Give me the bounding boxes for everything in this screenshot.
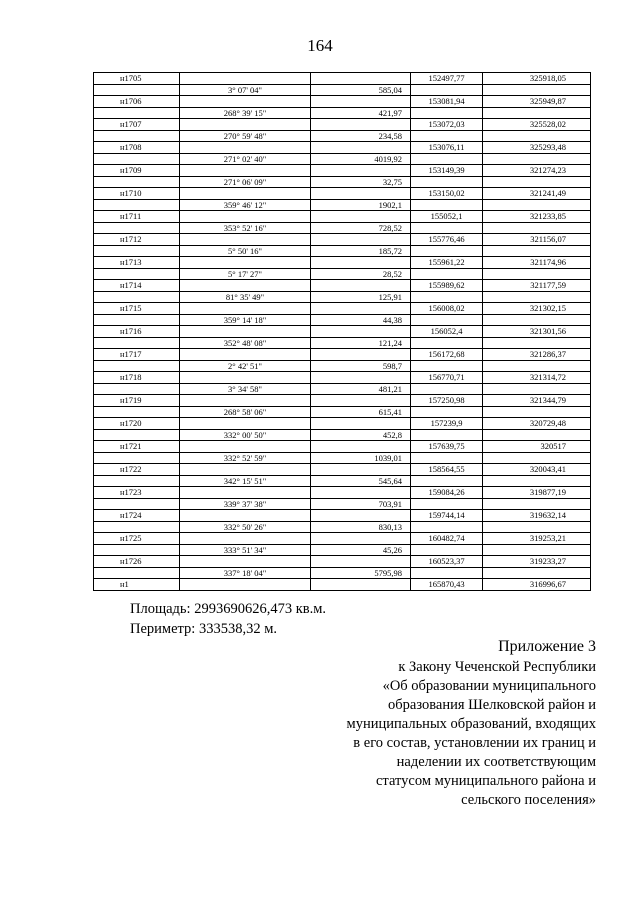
point-row [94,441,591,453]
point-id-cell [94,337,180,349]
angle-cell: 2° 42' 51" [180,360,311,372]
angle-cell: 3° 34' 58" [180,383,311,395]
x-coordinate-cell: 156172,68 [411,349,483,361]
segment-row [94,176,591,188]
point-id-cell: н1726 [94,556,180,568]
x-coordinate-cell [411,452,483,464]
length-cell: 185,72 [311,245,411,257]
x-coordinate-cell [411,291,483,303]
point-row [94,211,591,223]
appendix-line: статусом муниципального района и [376,773,596,789]
point-id-cell: н1713 [94,257,180,269]
segment-row [94,130,591,142]
point-id-cell [94,360,180,372]
angle-cell: 359° 46' 12" [180,199,311,211]
point-id-cell: н1722 [94,464,180,476]
angle-cell: 333° 51' 34" [180,544,311,556]
y-coordinate-cell [483,383,591,395]
point-id-cell: н1725 [94,533,180,545]
x-coordinate-cell [411,360,483,372]
x-coordinate-cell [411,130,483,142]
segment-row [94,521,591,533]
point-id-cell [94,176,180,188]
y-coordinate-cell [483,452,591,464]
point-id-cell: н1721 [94,441,180,453]
point-id-cell: н1705 [94,73,180,85]
y-coordinate-cell: 321156,07 [483,234,591,246]
y-coordinate-cell [483,268,591,280]
y-coordinate-cell: 319233,27 [483,556,591,568]
angle-cell [180,234,311,246]
length-cell [311,556,411,568]
y-coordinate-cell [483,130,591,142]
angle-cell [180,372,311,384]
length-cell [311,487,411,499]
angle-cell: 5° 17' 27" [180,268,311,280]
angle-cell [180,326,311,338]
length-cell [311,441,411,453]
x-coordinate-cell [411,314,483,326]
length-cell: 5795,98 [311,567,411,579]
x-coordinate-cell: 159084,26 [411,487,483,499]
x-coordinate-cell: 153072,03 [411,119,483,131]
angle-cell: 337° 18' 04" [180,567,311,579]
point-id-cell [94,475,180,487]
x-coordinate-cell [411,475,483,487]
y-coordinate-cell [483,291,591,303]
y-coordinate-cell: 319253,21 [483,533,591,545]
length-cell [311,349,411,361]
angle-cell: 270° 59' 48" [180,130,311,142]
point-id-cell: н1720 [94,418,180,430]
segment-row [94,452,591,464]
length-cell [311,418,411,430]
segment-row [94,291,591,303]
length-cell: 598,7 [311,360,411,372]
length-cell [311,73,411,85]
x-coordinate-cell: 157639,75 [411,441,483,453]
segment-row [94,107,591,119]
angle-cell [180,119,311,131]
x-coordinate-cell: 153149,39 [411,165,483,177]
x-coordinate-cell: 157250,98 [411,395,483,407]
y-coordinate-cell: 321241,49 [483,188,591,200]
length-cell: 44,38 [311,314,411,326]
x-coordinate-cell [411,544,483,556]
point-id-cell: н1710 [94,188,180,200]
segment-row [94,199,591,211]
point-row [94,142,591,154]
x-coordinate-cell: 155776,46 [411,234,483,246]
segment-row [94,268,591,280]
appendix-line: наделении их соответствующим [396,754,596,770]
x-coordinate-cell: 156052,4 [411,326,483,338]
point-row [94,510,591,522]
y-coordinate-cell [483,360,591,372]
page-number: 164 [307,36,333,55]
y-coordinate-cell [483,475,591,487]
segment-row [94,429,591,441]
angle-cell: 339° 37' 38" [180,498,311,510]
segment-row [94,337,591,349]
length-cell: 28,52 [311,268,411,280]
y-coordinate-cell: 321233,85 [483,211,591,223]
appendix-line: образования Шелковской район и [388,697,596,713]
point-id-cell: н1723 [94,487,180,499]
angle-cell [180,303,311,315]
segment-row [94,544,591,556]
length-cell: 121,24 [311,337,411,349]
x-coordinate-cell [411,498,483,510]
x-coordinate-cell [411,383,483,395]
angle-cell: 332° 52' 59" [180,452,311,464]
length-cell: 45,26 [311,544,411,556]
point-row [94,556,591,568]
length-cell [311,303,411,315]
appendix-line: в его состав, установлении их границ и [353,735,596,751]
angle-cell [180,73,311,85]
length-cell [311,119,411,131]
length-cell [311,188,411,200]
point-row [94,303,591,315]
y-coordinate-cell [483,406,591,418]
y-coordinate-cell [483,107,591,119]
point-id-cell: н1711 [94,211,180,223]
segment-row [94,245,591,257]
y-coordinate-cell [483,521,591,533]
angle-cell: 332° 50' 26" [180,521,311,533]
segment-row [94,406,591,418]
point-row [94,326,591,338]
y-coordinate-cell: 321314,72 [483,372,591,384]
x-coordinate-cell [411,245,483,257]
length-cell: 125,91 [311,291,411,303]
point-id-cell [94,107,180,119]
point-id-cell: н1719 [94,395,180,407]
x-coordinate-cell [411,84,483,96]
x-coordinate-cell: 153081,94 [411,96,483,108]
length-cell [311,257,411,269]
point-id-cell [94,314,180,326]
angle-cell [180,533,311,545]
appendix-line: «Об образовании муниципального [382,678,596,694]
y-coordinate-cell [483,429,591,441]
x-coordinate-cell: 165870,43 [411,579,483,591]
x-coordinate-cell [411,153,483,165]
length-cell: 452,8 [311,429,411,441]
angle-cell [180,349,311,361]
length-cell [311,510,411,522]
angle-cell [180,418,311,430]
length-cell: 32,75 [311,176,411,188]
y-coordinate-cell: 320517 [483,441,591,453]
x-coordinate-cell [411,199,483,211]
x-coordinate-cell [411,521,483,533]
length-cell [311,211,411,223]
y-coordinate-cell: 320043,41 [483,464,591,476]
length-cell [311,96,411,108]
point-id-cell [94,521,180,533]
y-coordinate-cell [483,222,591,234]
y-coordinate-cell: 320729,48 [483,418,591,430]
point-id-cell: н1709 [94,165,180,177]
x-coordinate-cell [411,107,483,119]
x-coordinate-cell: 160523,37 [411,556,483,568]
x-coordinate-cell: 158564,55 [411,464,483,476]
angle-cell [180,510,311,522]
segment-row [94,567,591,579]
y-coordinate-cell [483,245,591,257]
angle-cell [180,142,311,154]
point-row [94,188,591,200]
point-id-cell: н1708 [94,142,180,154]
angle-cell: 81° 35' 49" [180,291,311,303]
segment-row [94,475,591,487]
point-id-cell: н1718 [94,372,180,384]
length-cell [311,395,411,407]
length-cell: 545,64 [311,475,411,487]
x-coordinate-cell [411,268,483,280]
angle-cell [180,464,311,476]
angle-cell: 353° 52' 16" [180,222,311,234]
length-cell [311,464,411,476]
point-id-cell: н1717 [94,349,180,361]
coordinates-table [93,72,591,591]
point-id-cell [94,452,180,464]
point-row [94,73,591,85]
point-row [94,165,591,177]
appendix-block [266,636,596,810]
point-row [94,533,591,545]
x-coordinate-cell: 160482,74 [411,533,483,545]
y-coordinate-cell [483,199,591,211]
area-text: Площадь: 2993690626,473 кв.м. [130,601,327,617]
point-id-cell [94,498,180,510]
length-cell [311,533,411,545]
y-coordinate-cell: 321344,79 [483,395,591,407]
x-coordinate-cell [411,337,483,349]
length-cell [311,142,411,154]
point-id-cell [94,406,180,418]
y-coordinate-cell: 321274,23 [483,165,591,177]
point-id-cell [94,291,180,303]
point-id-cell [94,199,180,211]
point-row [94,119,591,131]
x-coordinate-cell: 155052,1 [411,211,483,223]
point-id-cell: н1706 [94,96,180,108]
y-coordinate-cell [483,314,591,326]
x-coordinate-cell [411,429,483,441]
point-id-cell [94,268,180,280]
point-id-cell: н1712 [94,234,180,246]
length-cell [311,579,411,591]
length-cell: 830,13 [311,521,411,533]
length-cell [311,326,411,338]
y-coordinate-cell: 321302,15 [483,303,591,315]
perimeter-text: Периметр: 333538,32 м. [130,621,277,637]
point-id-cell [94,222,180,234]
length-cell: 585,04 [311,84,411,96]
y-coordinate-cell [483,153,591,165]
y-coordinate-cell [483,498,591,510]
point-row [94,395,591,407]
angle-cell: 332° 00' 50" [180,429,311,441]
x-coordinate-cell: 157239,9 [411,418,483,430]
point-id-cell: н1724 [94,510,180,522]
y-coordinate-cell: 325293,48 [483,142,591,154]
length-cell: 4019,92 [311,153,411,165]
point-id-cell [94,245,180,257]
length-cell [311,165,411,177]
y-coordinate-cell: 319877,19 [483,487,591,499]
coordinates-table-body [94,73,591,591]
length-cell: 703,91 [311,498,411,510]
angle-cell: 5° 50' 16" [180,245,311,257]
point-row [94,464,591,476]
angle-cell [180,96,311,108]
y-coordinate-cell [483,337,591,349]
x-coordinate-cell [411,222,483,234]
x-coordinate-cell: 156770,71 [411,372,483,384]
y-coordinate-cell [483,176,591,188]
y-coordinate-cell: 325918,05 [483,73,591,85]
segment-row [94,153,591,165]
length-cell: 481,21 [311,383,411,395]
x-coordinate-cell: 155989,62 [411,280,483,292]
point-id-cell [94,544,180,556]
angle-cell [180,556,311,568]
length-cell: 728,52 [311,222,411,234]
angle-cell [180,257,311,269]
point-id-cell [94,153,180,165]
angle-cell: 268° 39' 15" [180,107,311,119]
x-coordinate-cell: 153076,11 [411,142,483,154]
angle-cell [180,487,311,499]
point-id-cell [94,84,180,96]
segment-row [94,498,591,510]
point-id-cell: н1707 [94,119,180,131]
point-id-cell [94,429,180,441]
appendix-line: к Закону Чеченской Республики [398,659,596,675]
angle-cell [180,280,311,292]
segment-row [94,314,591,326]
appendix-title: Приложение 3 [498,638,596,655]
length-cell: 615,41 [311,406,411,418]
y-coordinate-cell: 321174,96 [483,257,591,269]
x-coordinate-cell: 159744,14 [411,510,483,522]
point-id-cell [94,130,180,142]
point-id-cell: н1 [94,579,180,591]
length-cell: 421,97 [311,107,411,119]
point-id-cell: н1715 [94,303,180,315]
x-coordinate-cell [411,176,483,188]
length-cell: 1039,01 [311,452,411,464]
y-coordinate-cell: 316996,67 [483,579,591,591]
point-id-cell: н1716 [94,326,180,338]
x-coordinate-cell [411,567,483,579]
y-coordinate-cell [483,544,591,556]
y-coordinate-cell: 321177,59 [483,280,591,292]
appendix-line: сельского поселения» [461,792,596,808]
point-id-cell: н1714 [94,280,180,292]
point-row [94,579,591,591]
point-row [94,372,591,384]
appendix-line: муниципальных образований, входящих [346,716,596,732]
x-coordinate-cell: 153150,02 [411,188,483,200]
point-row [94,349,591,361]
y-coordinate-cell: 319632,14 [483,510,591,522]
point-id-cell [94,383,180,395]
point-row [94,280,591,292]
angle-cell [180,395,311,407]
length-cell: 234,58 [311,130,411,142]
angle-cell [180,188,311,200]
x-coordinate-cell: 155961,22 [411,257,483,269]
x-coordinate-cell: 156008,02 [411,303,483,315]
y-coordinate-cell: 325528,02 [483,119,591,131]
segment-row [94,222,591,234]
length-cell [311,280,411,292]
segment-row [94,383,591,395]
angle-cell: 359° 14' 18" [180,314,311,326]
angle-cell: 3° 07' 04" [180,84,311,96]
y-coordinate-cell [483,567,591,579]
point-row [94,257,591,269]
angle-cell [180,441,311,453]
y-coordinate-cell: 321301,56 [483,326,591,338]
angle-cell [180,211,311,223]
angle-cell [180,579,311,591]
point-row [94,234,591,246]
y-coordinate-cell [483,84,591,96]
x-coordinate-cell: 152497,77 [411,73,483,85]
point-row [94,487,591,499]
length-cell [311,234,411,246]
point-row [94,96,591,108]
length-cell: 1902,1 [311,199,411,211]
angle-cell: 342° 15' 51" [180,475,311,487]
segment-row [94,360,591,372]
x-coordinate-cell [411,406,483,418]
y-coordinate-cell: 325949,87 [483,96,591,108]
point-row [94,418,591,430]
segment-row [94,84,591,96]
point-id-cell [94,567,180,579]
angle-cell: 268° 58' 06" [180,406,311,418]
angle-cell: 271° 06' 09" [180,176,311,188]
angle-cell [180,165,311,177]
length-cell [311,372,411,384]
y-coordinate-cell: 321286,37 [483,349,591,361]
angle-cell: 352° 48' 08" [180,337,311,349]
angle-cell: 271° 02' 40" [180,153,311,165]
